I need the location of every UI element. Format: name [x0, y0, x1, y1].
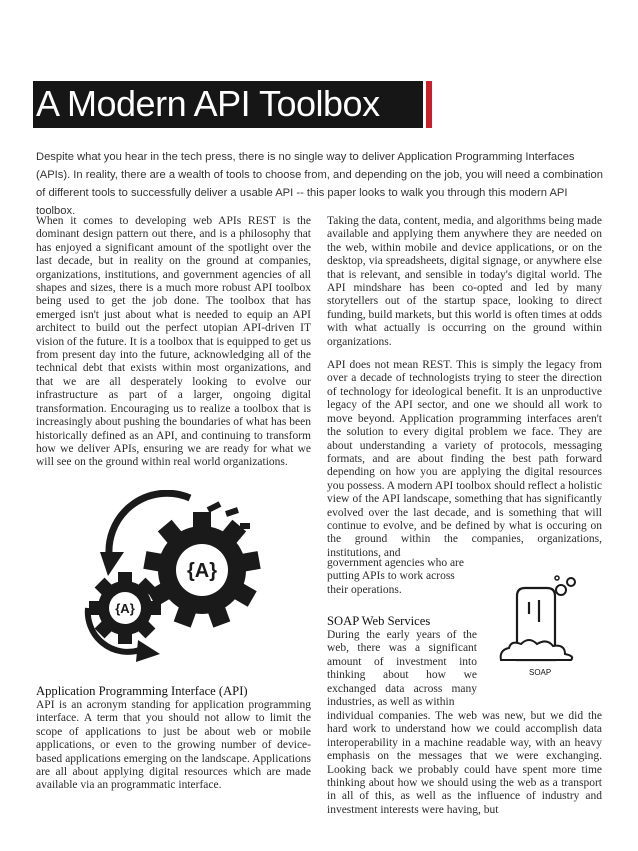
left-column [36, 215, 311, 480]
soap-paragraph-top: During the early years of the web, there was a significant amount of investment into thinking about how we exchanged data across many industries, as well as within [327, 629, 477, 709]
right-column [327, 215, 602, 560]
soap-caption: SOAP [529, 668, 552, 677]
right-paragraph-1: Taking the data, content, media, and algorithms being made available and applying them anywhere they are needed on the web, within mobile and device applications, or on the desktop, via spreadsheets, digital signage, or anywhere else that is relevant, and sensible in today's digital world. The API mindshare has been co-opted and led by many storytellers out of the startup space, looking to direct funding, build markets, but this world is often times at odds with what actually is occurring on the ground within organizations. [327, 215, 602, 348]
small-gear-label: {A} [115, 601, 135, 616]
left-paragraph-1: When it comes to developing web APIs REST is the dominant design pattern out there, and is a philosophy that has enjoyed a significant amount of the spotlight over the last decade, but in reality on the ground at companies, organizations, institutions, and government agencies of all shapes and sizes, there is a much more robust API toolbox being used to get the job done. The toolbox that has emerged isn't just about what is needed to equip an API architect to build out the perfect utopian API-driven IT vision of the future. It is a toolbox that is equipped to get us from present day into the future, acknowledging all of the technical debt that exists within most organizations, and that we are all desperately looking to evolve our infrastructure as part of a larger, ongoing digital transformation. Encouraging us to realize a toolbox that is increasingly about pushing the boundaries of what has been historically defined as an API, and continuing to transform how we deliver APIs, ensuring we are ready for what we will see on the ground within real world organizations. [36, 215, 311, 469]
soap-paragraph-rest: individual companies. The web was new, but we did the hard work to understand how we could accomplish data interoperability in a machine readable way, with an heavy emphasis on the messages that we were exchanging. Looking back we probably could have spent more time thinking about how we should using the web as a transport in all of this, as well as the influence of industry and investment interests were having, but [327, 710, 602, 816]
right-paragraph-2-tail: government agencies who are putting APIs to work across their operations. [327, 557, 464, 596]
soap-heading: SOAP Web Services [327, 614, 431, 628]
api-heading: Application Programming Interface (API) [36, 684, 248, 698]
api-section [36, 699, 311, 803]
right-paragraph-2: API does not mean REST. This is simply the legacy from over a decade of technologists trying to steer the direction of technology for ideological benefit. It is an unproductive legacy of the API sector, and one we should all work to move beyond. Application programming interfaces aren't the solution to every digital problem we face. They are about understanding a variety of protocols, messaging formats, and are about finding the best path forward depending on how you are applying the digital resources you possess. A modern API toolbox should reflect a holistic view of the API landscape, something that has significantly evolved over the last decade, and is something that will continue to evolve, and be defined by what is occuring on the ground within the companies, organizations, institutions, and [327, 359, 602, 559]
soap-bottle-icon [495, 574, 585, 666]
page-title: A Modern API Toolbox [36, 83, 380, 124]
big-gear-label: {A} [186, 560, 218, 582]
title-accent-bar [426, 81, 432, 128]
api-gears-icon [80, 490, 280, 670]
intro-paragraph: Despite what you hear in the tech press, there is no single way to deliver Application Programming Interfaces (APIs). In reality, there are a wealth of tools to choose from, and depending on the job, you will need a combination of different tools to successfully deliver a usable API -- this paper looks to walk you through this modern API toolbox. [36, 151, 603, 217]
api-paragraph: API is an acronym standing for application programming interface. A term that you should not allow to limit the scope of applications to just be about web or mobile applications, or even to the growing number of device-based applications emerging on the landscape. Applications are all about applying digital resources which are made available via an programmatic interface. [36, 699, 311, 792]
